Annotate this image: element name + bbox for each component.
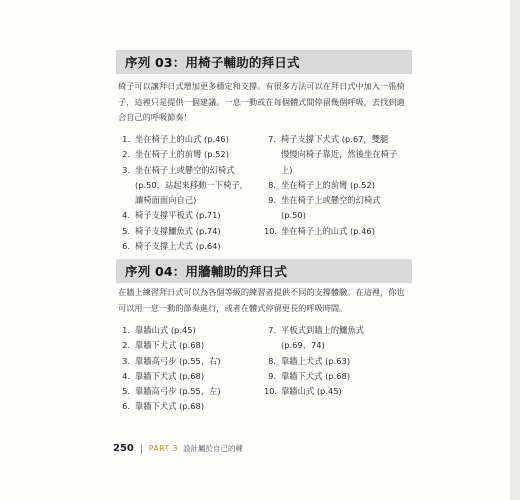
list-item: 5. 靠牆高弓步 (p.55，左) bbox=[122, 386, 221, 397]
list-item: 8. 靠牆上犬式 (p.63) bbox=[268, 355, 351, 366]
list-item: 2. 靠牆下犬式 (p.68) bbox=[122, 340, 205, 351]
section-04-heading bbox=[116, 259, 412, 283]
list-item: 4. 靠牆下犬式 (p.68) bbox=[122, 370, 205, 381]
section-04-title: 序列 04：用牆輔助的拜日式 bbox=[125, 264, 288, 279]
section-03-list-right bbox=[264, 132, 414, 239]
page-number: 250 bbox=[113, 443, 134, 454]
list-item: 6. 靠牆下犬式 (p.68) bbox=[122, 401, 205, 412]
list-item: 10. 坐在椅子上的山式 (p.46) bbox=[264, 225, 375, 236]
list-item: 6. 椅子支撐上犬式 (p.64) bbox=[122, 241, 221, 252]
list-item: 1. 靠牆山式 (p.45) bbox=[122, 325, 196, 335]
section-04-paragraph: 在牆上練習拜日式可以為各個等級的練習者提供不同的支撐體驗。在這裡，你也可以用一息一動的節奏進行，或者在體式停留更長的呼吸時間。 bbox=[118, 287, 405, 313]
list-item: 5. 椅子支撐鱷魚式 (p.74) bbox=[122, 225, 221, 236]
list-item: 3. 坐在椅子上或懸空的幻椅式 (p.50，站起來移動一下椅子， 讓椅面面向自己) bbox=[122, 164, 248, 206]
list-item: 3. 靠牆高弓步 (p.55，右) bbox=[122, 355, 221, 366]
list-item: 7. 平板式到牆上的鱷魚式 (p.69、74) bbox=[268, 325, 364, 351]
list-item: 10. 靠牆山式 (p.45) bbox=[264, 386, 342, 397]
list-item: 1. 坐在椅子上的山式 (p.46) bbox=[122, 134, 229, 144]
list-item: 4. 椅子支撐平板式 (p.71) bbox=[122, 210, 221, 221]
list-item: 9. 靠牆下犬式 (p.68) bbox=[268, 370, 351, 381]
section-03-list-left bbox=[118, 132, 266, 254]
section-03-paragraph: 椅子可以讓拜日式增加更多穩定和支撐。有很多方法可以在拜日式中加入一張椅子，這裡只是提供一個建議。一息一動或在每個體式間停留幾個呼吸，去找到適合自己的呼吸節奏！ bbox=[118, 81, 405, 122]
list-item: 8. 坐在椅子上的前彎 (p.52) bbox=[268, 179, 375, 190]
part-label: PART 3 bbox=[148, 444, 179, 453]
section-03-title: 序列 03：用椅子輔助的拜日式 bbox=[125, 55, 300, 70]
list-item: 7. 椅子支撐下犬式 (p.67，雙腿 慢慢向椅子靠近，然後坐在椅子 上) bbox=[268, 134, 398, 175]
list-item: 2. 坐在椅子上的前彎 (p.52) bbox=[122, 149, 229, 160]
page-footer bbox=[113, 443, 243, 454]
section-04-list-left bbox=[118, 323, 266, 415]
part-title: 設計屬於自己的練 bbox=[183, 444, 244, 453]
section-03-heading bbox=[116, 50, 412, 74]
list-item: 9. 坐在椅子上或懸空的幻椅式 (p.50) bbox=[268, 195, 381, 221]
footer-divider bbox=[141, 444, 142, 454]
section-04-list-right bbox=[264, 323, 414, 399]
page-edge bbox=[510, 0, 520, 500]
